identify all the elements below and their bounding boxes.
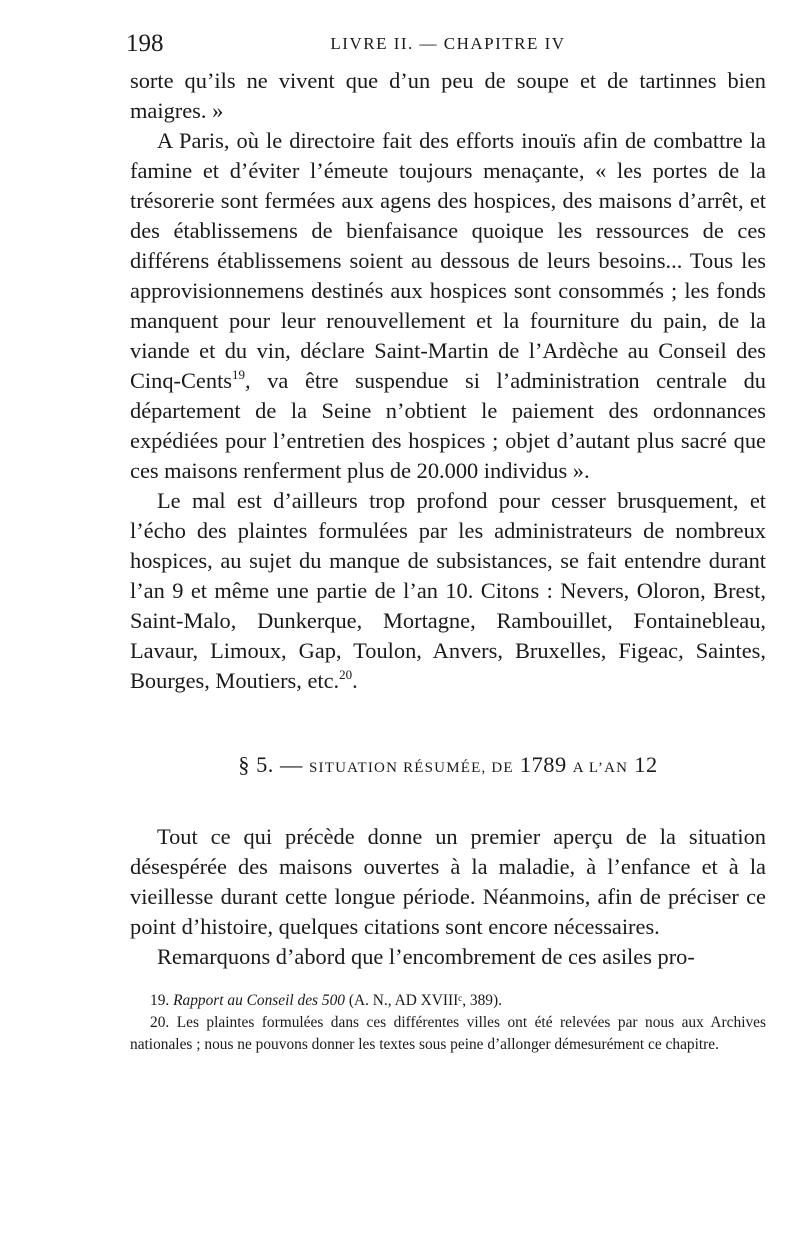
paragraph-text: Le mal est d’ailleurs trop profond pour cesser brusquement, et l’écho des plaintes formulées par les administrateurs de nombreux hospices, au sujet du manque de subsistances, se fait entendre durant l’an 9 et même une partie de l’an 10. Citons : Nevers, Oloron, Brest, Saint-Malo, Dunkerque, Mortagne, Rambouillet, Fontainebleau, Lavaur, Limoux, Gap, Toulon, Anvers, Bruxelles, Figeac, Saintes, Bourges, Moutiers, etc. <box>130 488 766 693</box>
paragraph: Remarquons d’abord que l’encombrement de ces asiles pro- <box>157 944 695 969</box>
paragraph-text: , va être suspendue si l’administration centrale du département de la Seine n’obtient le paiement des ordonnances expédiées pour l’entretien des hospices ; objet d’autant plus sacré que ces maisons renferment plus de 20.000 individus ». <box>130 368 766 483</box>
section-heading <box>130 752 766 778</box>
footnote-19 <box>130 990 766 1012</box>
paragraph-text: . <box>352 668 358 693</box>
footnote-text: Les plaintes formulées dans ces différentes villes ont été relevées par nous aux Archives nationales ; nous ne pouvons donner les textes sous peine d’allonger démesurément ce chapitre. <box>130 1014 766 1053</box>
section-year-start: 1789 <box>519 752 567 777</box>
footnote-number: 20. <box>150 1014 170 1031</box>
body-text <box>130 66 766 696</box>
running-title: LIVRE II. — CHAPITRE IV <box>330 34 566 53</box>
paragraph: Tout ce qui précède donne un premier aperçu de la situation désespérée des maisons ouvertes à la maladie, à l’enfance et à la vieillesse durant cette longue période. Néanmoins, afin de préciser ce point d’histoire, quelques citations sont encore nécessaires. <box>130 824 766 939</box>
paragraph <box>130 486 766 696</box>
section-dash: — <box>280 752 303 777</box>
footnote-ref-19[interactable]: 19 <box>232 367 246 382</box>
footnote-ref-20[interactable]: 20 <box>339 667 353 682</box>
footnotes <box>130 990 766 1056</box>
section-year-end: 12 <box>634 752 658 777</box>
paragraph <box>130 126 766 486</box>
footnote-number: 19. <box>150 992 170 1009</box>
footnote-20 <box>130 1012 766 1056</box>
book-page <box>126 30 766 1056</box>
section-number: § 5. <box>238 752 274 777</box>
footnote-title: Rapport au Conseil des 500 <box>173 992 345 1009</box>
section-body <box>130 822 766 972</box>
footnote-text: (A. N., AD XVIIIᶜ, 389). <box>348 992 502 1009</box>
paragraph <box>130 66 766 126</box>
page-number: 198 <box>126 30 164 57</box>
running-head <box>126 30 766 66</box>
paragraph-text: sorte qu’ils ne vivent que d’un peu de soupe et de tartinnes bien maigres. » <box>130 68 766 123</box>
paragraph-text: A Paris, où le directoire fait des efforts inouïs afin de combattre la famine et d’éviter l’émeute toujours menaçante, « les portes de la trésorerie sont fermées aux agens des hospices, des maisons d’arrêt, et des établissemens de bienfaisance quoique les ressources de ces différens établissemens soient au dessous de leurs besoins... Tous les approvisionnemens destinés aux hospices sont consommés ; les fonds manquent pour leur renouvellement et la fourniture du pain, de la viande et du vin, déclare Saint-Martin de l’Ardèche au Conseil des Cinq-Cents <box>130 128 766 393</box>
section-title: SITUATION RÉSUMÉE, DE <box>309 760 514 776</box>
section-title-mid: A L’AN <box>572 760 629 776</box>
